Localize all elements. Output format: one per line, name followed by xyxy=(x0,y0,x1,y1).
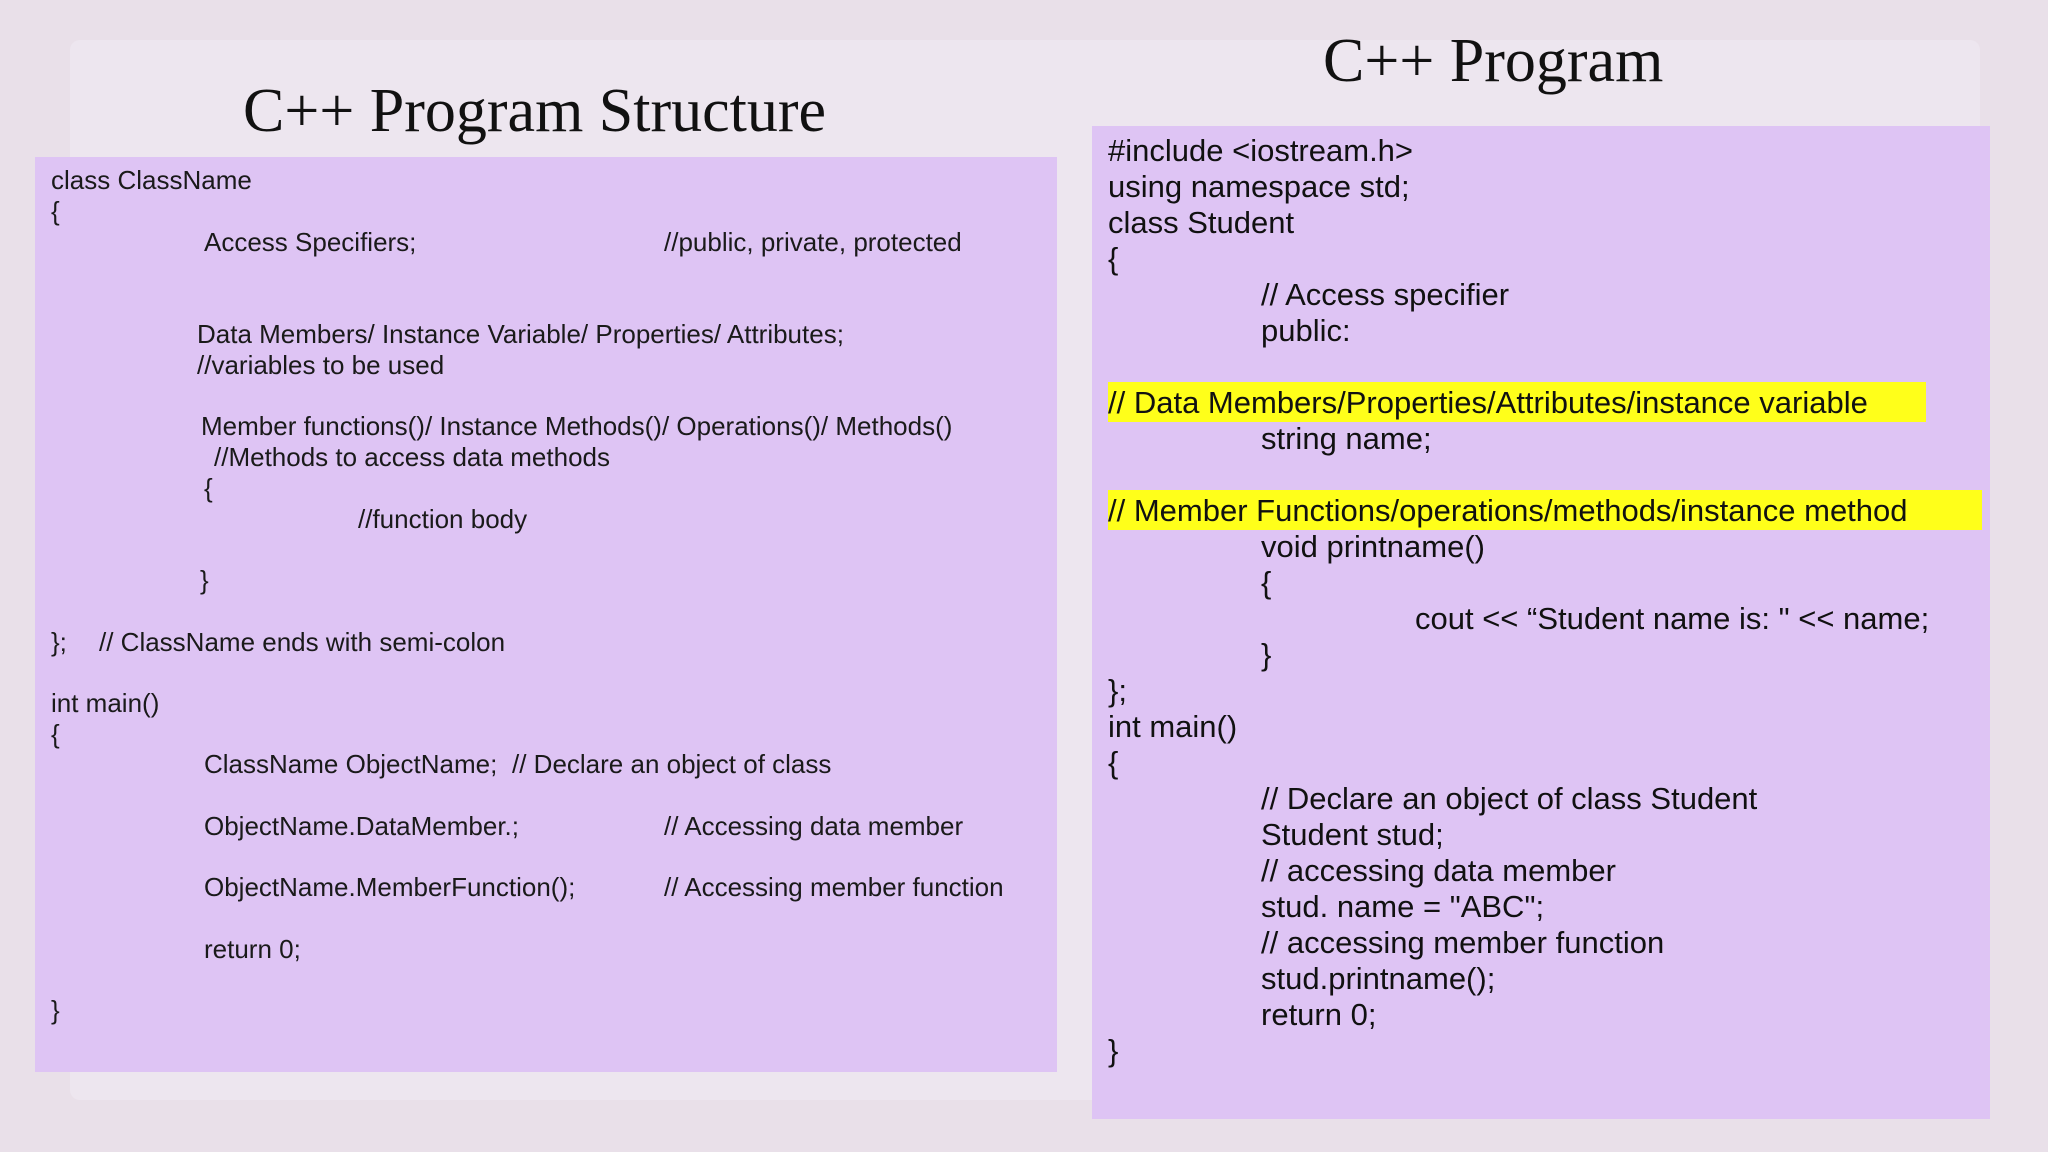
code-line: }; xyxy=(1108,673,1127,708)
code-line: public: xyxy=(1261,313,1351,348)
left-title: C++ Program Structure xyxy=(243,77,827,145)
code-line: // accessing data member xyxy=(1261,853,1616,888)
code-line: string name; xyxy=(1261,421,1432,456)
code-line: { xyxy=(204,473,213,503)
code-comment: //Methods to access data methods xyxy=(214,442,610,472)
code-line: // accessing member function xyxy=(1261,925,1665,960)
code-comment: // Declare an object of class xyxy=(512,749,832,779)
code-line: int main() xyxy=(51,688,160,718)
highlighted-comment: // Data Members/Properties/Attributes/instance variable xyxy=(1108,385,1868,420)
code-line: stud.printname(); xyxy=(1261,961,1496,996)
code-line: cout << “Student name is: " << name; xyxy=(1415,601,1930,636)
example-code-panel xyxy=(1092,126,1990,1119)
code-comment: //variables to be used xyxy=(197,350,445,380)
code-line: // Declare an object of class Student xyxy=(1261,781,1758,816)
code-line: stud. name = "ABC"; xyxy=(1261,889,1545,924)
code-comment: //function body xyxy=(358,504,528,534)
code-line: Access Specifiers; xyxy=(204,227,417,257)
code-comment: //public, private, protected xyxy=(664,227,962,257)
code-line: } xyxy=(1261,637,1272,672)
code-line: ClassName ObjectName; xyxy=(204,749,498,779)
code-line: Data Members/ Instance Variable/ Properties/ Attributes; xyxy=(197,319,844,349)
code-comment: // Accessing member function xyxy=(664,872,1004,902)
code-line: return 0; xyxy=(1261,997,1377,1032)
code-line: { xyxy=(1261,565,1272,600)
code-line: void printname() xyxy=(1261,529,1485,564)
code-line: }; xyxy=(51,627,67,657)
code-line: ObjectName.DataMember.; xyxy=(204,811,520,841)
code-line: } xyxy=(200,565,209,595)
code-comment: // Accessing data member xyxy=(664,811,964,841)
code-line: class Student xyxy=(1108,205,1295,240)
code-line: return 0; xyxy=(204,934,301,964)
code-line: } xyxy=(1108,1033,1119,1068)
structure-code-panel xyxy=(35,157,1057,1072)
code-line: #include <iostream.h> xyxy=(1108,133,1414,168)
highlighted-comment: // Member Functions/operations/methods/instance method xyxy=(1108,493,1908,528)
code-line: ObjectName.MemberFunction(); xyxy=(204,872,576,902)
code-line: int main() xyxy=(1108,709,1238,744)
code-line: { xyxy=(51,719,60,749)
code-line: Student stud; xyxy=(1261,817,1444,852)
code-line: // Access specifier xyxy=(1261,277,1510,312)
code-line: { xyxy=(1108,241,1119,276)
code-line: } xyxy=(51,995,60,1025)
code-line: Member functions()/ Instance Methods()/ Operations()/ Methods() xyxy=(201,411,953,441)
code-comment: // ClassName ends with semi-colon xyxy=(99,627,506,657)
right-title: C++ Program xyxy=(1323,27,1664,95)
code-line: { xyxy=(1108,745,1119,780)
code-line: { xyxy=(51,196,60,226)
code-line: using namespace std; xyxy=(1108,169,1410,204)
code-line: class ClassName xyxy=(51,165,252,195)
